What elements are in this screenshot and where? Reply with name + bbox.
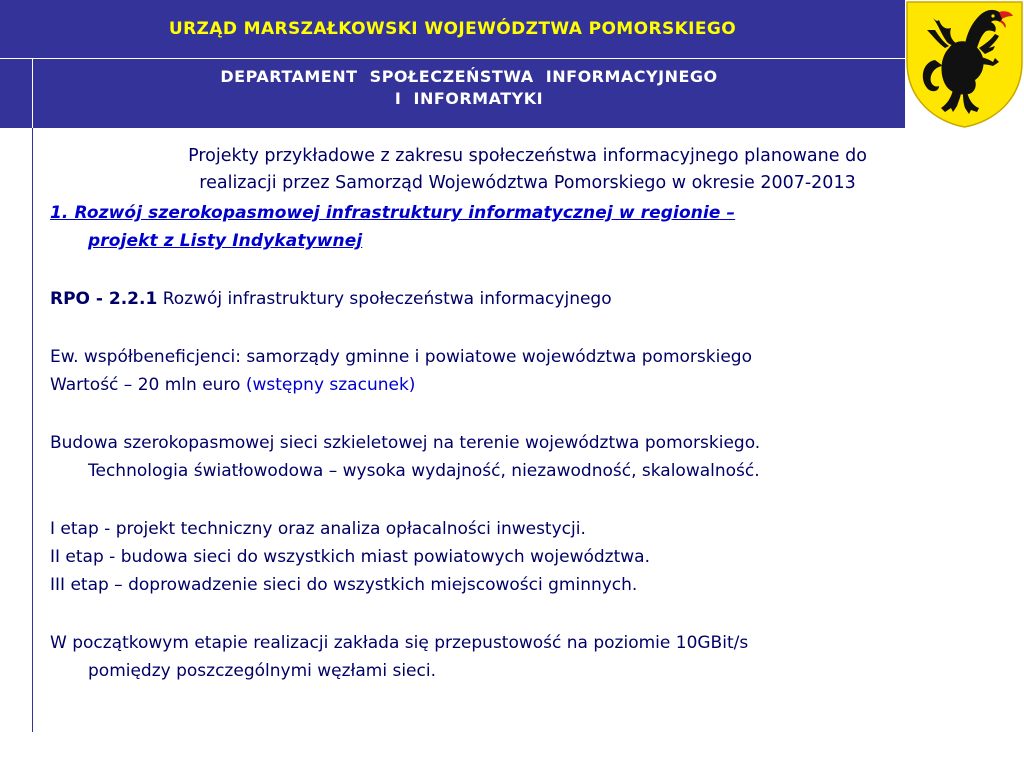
project-title-line-1: 1. Rozwój szerokopasmowej infrastruktury informatycznej w regionie – xyxy=(50,203,736,223)
header-bar xyxy=(0,0,905,128)
griffin-coat-of-arms-icon xyxy=(905,0,1024,128)
intro-heading xyxy=(50,143,1005,197)
intro-line-2: realizacji przez Samorząd Województwa Pomorskiego w okresie 2007-2013 xyxy=(199,173,856,193)
rpo-description: Rozwój infrastruktury społeczeństwa informacyjnego xyxy=(157,289,612,309)
project-title-line-2: projekt z Listy Indykatywnej xyxy=(88,231,363,251)
intro-line-1: Projekty przykładowe z zakresu społeczeństwa informacyjnego planowane do xyxy=(188,146,867,166)
cobeneficiaries-line: Ew. współbeneficjenci: samorządy gminne i powiatowe województwa pomorskiego xyxy=(50,347,752,367)
stage-2: II etap - budowa sieci do wszystkich miast powiatowych województwa. xyxy=(50,547,650,567)
value-amount: Wartość – 20 mln euro xyxy=(50,375,246,395)
content-left-rule xyxy=(32,128,33,732)
department-title-line2: I INFORMATYKI xyxy=(394,89,544,108)
project-title xyxy=(50,199,1005,255)
stage-1: I etap - projekt techniczny oraz analiza opłacalności inwestycji. xyxy=(50,519,586,539)
bandwidth-line-2: pomiędzy poszczególnymi węzłami sieci. xyxy=(88,661,436,681)
coat-of-arms xyxy=(905,0,1024,128)
stage-3: III etap – doprowadzenie sieci do wszystkich miejscowości gminnych. xyxy=(50,575,638,595)
network-line-2: Technologia światłowodowa – wysoka wydajność, niezawodność, skalowalność. xyxy=(88,461,760,481)
rpo-code: RPO - 2.2.1 xyxy=(50,289,158,309)
rpo-line xyxy=(50,285,1005,313)
network-line-1: Budowa szerokopasmowej sieci szkieletowej na terenie województwa pomorskiego. xyxy=(50,433,761,453)
header-divider xyxy=(0,58,905,59)
department-title xyxy=(33,66,905,110)
value-line xyxy=(50,371,1005,399)
value-note: (wstępny szacunek) xyxy=(245,375,416,395)
bandwidth-line-1: W początkowym etapie realizacji zakłada się przepustowość na poziomie 10GBit/s xyxy=(50,633,749,653)
department-title-line1: DEPARTAMENT SPOŁECZEŃSTWA INFORMACYJNEGO xyxy=(220,67,718,86)
office-title: URZĄD MARSZAŁKOWSKI WOJEWÓDZTWA POMORSKIEGO xyxy=(168,19,737,39)
slide-body xyxy=(50,143,1005,685)
